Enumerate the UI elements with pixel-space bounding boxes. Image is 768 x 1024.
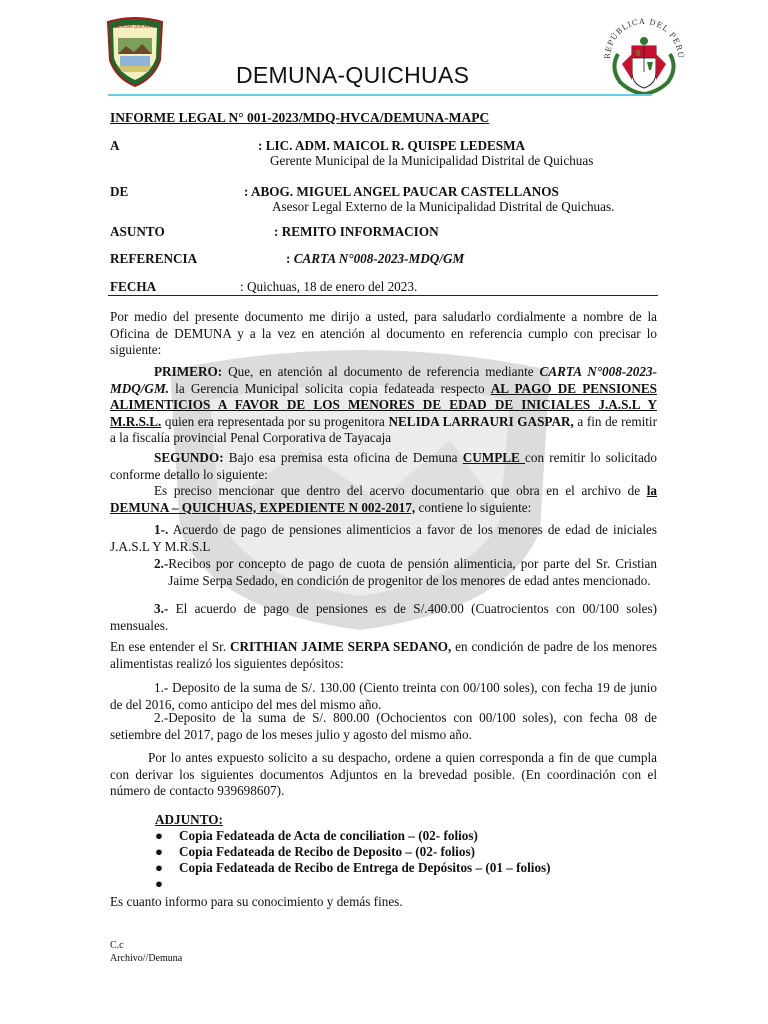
primero-subject: AL PAGO DE PENSIONES ALIMENTICIOS A FAVOR DE LOS MENORES DE EDAD DE INICIALES J.A.S.L Y M.R.S.L.: [110, 380, 657, 429]
list-item: [155, 876, 655, 892]
from-label: DE: [110, 184, 129, 199]
primero-text-2: la Gerencia Municipal solicita copia fedateada respecto: [168, 380, 491, 396]
acervo-text-2: contiene lo siguiente:: [415, 499, 532, 515]
acervo-paragraph: [110, 483, 657, 516]
cc-label: C.c: [110, 940, 124, 951]
bullet-icon: ●: [155, 876, 163, 891]
item-number: 2.-: [154, 556, 169, 571]
list-item: [154, 556, 657, 589]
segundo-paragraph: [110, 450, 657, 483]
reference-label: REFERENCIA: [110, 251, 198, 266]
list-item: [110, 601, 657, 634]
deposit-item: 1.- Deposito de la suma de S/. 130.00 (Ciento treinta con 00/100 soles), con fecha 19 de junio de del 2016, como anticipo del mes del mismo año.: [110, 680, 657, 712]
primero-label: PRIMERO:: [154, 364, 223, 379]
item-text: Recibos por concepto de pago de cuota de pensión alimenticia, por parte del Sr. Cristian Jaime Serpa Sedado, en condición de progenitor de los menores de edad antes mencionado.: [168, 556, 657, 588]
seal-arc-text: REPÚBLICA DEL PERÚ: [602, 16, 686, 60]
bullet-icon: ●: [155, 860, 163, 875]
bullet-icon: ●: [155, 844, 163, 859]
segundo-text-1: Bajo esa premisa esta oficina de Demuna: [223, 450, 463, 465]
demuna-seal-logo: [104, 16, 166, 88]
entender-text-2: en condición de padre de los menores alimentistas realizó los siguientes depósitos:: [110, 639, 657, 671]
list-item: [155, 860, 655, 876]
to-label: A: [110, 138, 120, 153]
from-role: Asesor Legal Externo de la Municipalidad Distrital de Quichuas.: [272, 199, 615, 214]
attachment-text: Copia Fedateada de Acta de conciliation – (02- folios): [179, 828, 478, 843]
deposit-item: 2.-Deposito de la suma de S/. 800.00 (Ochocientos con 00/100 soles), con fecha 08 de setiembre del 2017, pago de los meses julio y agosto del mismo año.: [110, 710, 657, 742]
date-value: : Quichuas, 18 de enero del 2023.: [240, 279, 418, 294]
attachments-label: ADJUNTO:: [155, 812, 223, 827]
list-item: [155, 828, 655, 844]
primero-text-4: a fin de remitir a la fiscalía provincial Penal Corporativa de Tayacaja: [110, 413, 657, 445]
archive-label: Archivo//Demuna: [110, 953, 183, 964]
segundo-label: SEGUNDO:: [154, 450, 224, 465]
item-text: Acuerdo de pago de pensiones alimenticios a favor de los menores de edad de iniciales J.A.S.L Y M.R.S.L: [110, 522, 657, 554]
to-name: : LIC. ADM. MAICOL R. QUISPE LEDESMA: [258, 138, 526, 153]
acervo-text-1: Es preciso mencionar que dentro del acervo documentario que obra en el archivo de: [154, 483, 647, 498]
segundo-cumple: CUMPLE: [462, 450, 526, 465]
list-item: [110, 522, 657, 555]
org-title: DEMUNA-QUICHUAS: [236, 62, 470, 88]
acervo-expediente: la DEMUNA – QUICHUAS, EXPEDIENTE N 002-2017,: [110, 483, 657, 515]
from-name: : ABOG. MIGUEL ANGEL PAUCAR CASTELLANOS: [244, 184, 559, 199]
reference-value-line: [286, 251, 464, 267]
entender-paragraph: [110, 639, 657, 672]
header-divider: [108, 94, 652, 96]
primero-text-3: quien era representada por su progenitora: [161, 413, 389, 429]
subject-label: ASUNTO: [110, 224, 165, 239]
intro-paragraph: Por medio del presente documento me dirijo a usted, para saludarlo cordialmente a nombre de la Oficina de DEMUNA y a la vez en atención al documento en referencia cumplo con precisar lo siguiente:: [110, 309, 657, 357]
attachment-text: Copia Fedateada de Recibo de Entrega de Depósitos – (01 – folios): [179, 860, 551, 875]
closing-text: Es cuanto informo para su conocimiento y demás fines.: [110, 894, 403, 909]
item-number: 1-.: [154, 522, 169, 537]
reference-colon: :: [286, 251, 294, 266]
to-role: Gerente Municipal de la Municipalidad Distrital de Quichuas: [270, 153, 594, 168]
primero-reference: CARTA N°008-2023-MDQ/GM.: [110, 364, 657, 396]
list-item: [155, 844, 655, 860]
entender-text-1: En ese entender el Sr.: [110, 639, 230, 654]
segundo-text-2: con remitir lo solicitado conforme detallo lo siguiente:: [110, 450, 657, 482]
request-paragraph: Por lo antes expuesto solicito a su despacho, ordene a quien corresponda a fin de que cumpla con derivar los siguientes documentos Adjuntos en la brevedad posible. (En coordinación con el número de contacto 939698607).: [110, 750, 657, 798]
bullet-icon: ●: [155, 828, 163, 843]
father-name: CRITHIAN JAIME SERPA SEDANO,: [230, 639, 452, 654]
reference-value: CARTA N°008-2023-MDQ/GM: [293, 251, 465, 266]
item-text: El acuerdo de pago de pensiones es de S/.400.00 (Cuatrocientos con 00/100 soles) mensuales.: [110, 601, 657, 633]
attachment-text: Copia Fedateada de Recibo de Deposito – (02- folios): [179, 844, 475, 859]
item-number: 3.-: [154, 601, 169, 616]
date-label: FECHA: [110, 279, 157, 294]
attachments-list: [155, 828, 655, 892]
header-rule: [108, 295, 658, 296]
seal-ring-text: DEMUNA QUICHUAS: [114, 24, 156, 29]
primero-paragraph: [110, 364, 657, 447]
primero-text-1: Que, en atención al documento de referencia mediante: [222, 364, 540, 379]
subject-value: : REMITO INFORMACION: [274, 224, 439, 239]
primero-mother-name: NELIDA LARRAURI GASPAR,: [388, 413, 574, 429]
document-title: INFORME LEGAL N° 001-2023/MDQ-HVCA/DEMUNA-MAPC: [110, 110, 490, 125]
peru-coat-of-arms-logo: [600, 14, 688, 100]
